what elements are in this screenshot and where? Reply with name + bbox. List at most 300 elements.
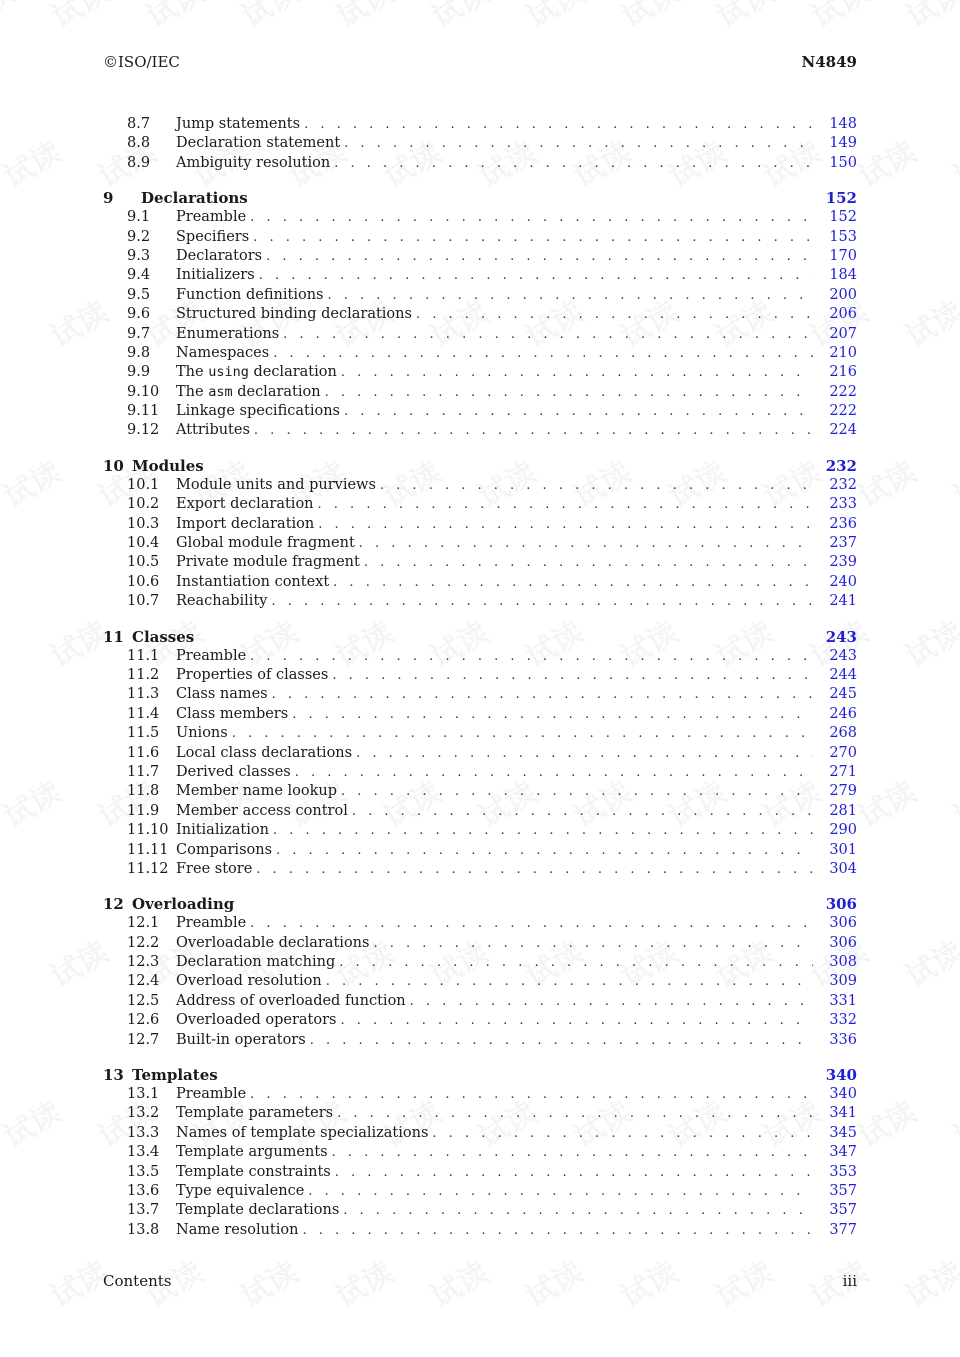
entry-number: 9.10 [127, 383, 160, 400]
entry-number: 8.9 [127, 154, 151, 171]
entry-title [176, 363, 341, 382]
toc-entry[interactable] [103, 841, 857, 860]
entry-title: Unions [176, 725, 228, 742]
entry-page-link[interactable]: 336 [829, 1031, 857, 1048]
entry-title: Built-in operators [176, 1031, 306, 1048]
entry-page-link[interactable]: 347 [829, 1144, 857, 1161]
entry-number: 11.1 [127, 647, 160, 664]
toc-entry[interactable] [103, 266, 857, 285]
dot-leader [344, 402, 813, 421]
toc-entry[interactable] [103, 685, 857, 704]
entry-number: 12.7 [127, 1031, 160, 1048]
entry-number: 9.9 [127, 364, 151, 381]
entry-number: 12.1 [127, 915, 160, 932]
entry-title: Properties of classes [176, 666, 329, 683]
watermark-text [896, 608, 960, 676]
entry-title: Overloadable declarations [176, 934, 370, 951]
entry-title: Class names [176, 686, 268, 703]
document-number: N4849 [801, 53, 857, 71]
watermark-text [897, 0, 960, 36]
entry-number: 11.12 [127, 860, 169, 877]
watermark-text [137, 0, 211, 36]
chapter-page-link[interactable]: 243 [825, 627, 857, 646]
toc-chapter-heading[interactable] [103, 627, 857, 647]
entry-number: 8.7 [127, 116, 151, 132]
entry-title-prefix: The [176, 364, 209, 381]
dot-leader [250, 914, 813, 933]
entry-number: 9.4 [127, 267, 151, 284]
entry-page-link[interactable]: 150 [829, 154, 857, 171]
watermark-text [327, 0, 401, 36]
toc-entry[interactable] [103, 534, 857, 553]
entry-page-link[interactable]: 243 [829, 647, 857, 664]
entry-title: Template arguments [176, 1144, 328, 1161]
entry-title: Names of template specializations [176, 1124, 429, 1141]
dot-leader [332, 666, 813, 685]
entry-number: 9.3 [127, 247, 151, 264]
entry-number: 10.4 [127, 535, 160, 552]
entry-page-link[interactable]: 206 [829, 306, 857, 323]
dot-leader [292, 705, 813, 724]
entry-number: 10.2 [127, 496, 160, 513]
chapter-title: Overloading [132, 895, 235, 914]
watermark-text [802, 0, 876, 36]
entry-title: Local class declarations [176, 744, 353, 761]
entry-title-code: using [208, 364, 249, 381]
dot-leader [352, 802, 813, 821]
watermark-text [517, 0, 591, 36]
entry-title: Derived classes [176, 763, 291, 780]
toc-entry[interactable] [103, 476, 857, 495]
entry-title: Function definitions [176, 286, 324, 303]
dot-leader [271, 592, 813, 611]
entry-number: 11.11 [127, 841, 169, 858]
toc-entry[interactable] [103, 744, 857, 763]
toc-entry[interactable] [103, 724, 857, 743]
toc-entry[interactable] [103, 1163, 857, 1182]
watermark-text [0, 128, 68, 196]
toc-entry[interactable] [103, 573, 857, 592]
dot-leader [328, 286, 814, 305]
entry-page-link[interactable]: 306 [829, 934, 857, 951]
dot-leader [334, 154, 813, 173]
toc-chapter-heading[interactable] [103, 1065, 857, 1085]
dot-leader [304, 115, 813, 134]
entry-number: 11.2 [127, 666, 160, 683]
dot-leader [318, 515, 813, 534]
toc-entry[interactable] [103, 363, 857, 382]
dot-leader [273, 821, 813, 840]
entry-title: Preamble [176, 647, 247, 664]
watermark-text [612, 0, 686, 36]
entry-title: Ambiguity resolution [176, 154, 331, 171]
toc-entry[interactable] [103, 992, 857, 1011]
dot-leader [266, 247, 813, 266]
toc-chapter-heading[interactable] [103, 894, 857, 914]
dot-leader [272, 685, 813, 704]
toc-entry[interactable] [103, 1201, 857, 1220]
entry-title: Instantiation context [176, 573, 330, 590]
entry-page-link[interactable]: 340 [829, 1086, 857, 1103]
entry-page-link[interactable]: 353 [829, 1163, 857, 1180]
chapter-page-link[interactable]: 232 [825, 456, 857, 475]
dot-leader [254, 421, 813, 440]
toc-chapter-heading[interactable] [103, 188, 857, 208]
entry-page-link[interactable]: 240 [829, 573, 857, 590]
entry-page-link[interactable]: 153 [829, 228, 857, 245]
watermark-text [896, 928, 960, 996]
entry-title: Private module fragment [176, 554, 360, 571]
dot-leader [250, 208, 813, 227]
entry-page-link[interactable]: 246 [829, 705, 857, 722]
entry-title: Specifiers [176, 228, 250, 245]
entry-title: Declarators [176, 247, 263, 264]
entry-title: Linkage specifications [176, 403, 340, 420]
entry-title: Template constraints [176, 1163, 331, 1180]
chapter-title: Declarations [141, 189, 248, 208]
dot-leader [380, 476, 813, 495]
toc-entry[interactable] [103, 134, 857, 153]
dot-leader [344, 134, 813, 153]
watermark-text [422, 0, 496, 36]
toc-chapter [103, 456, 857, 612]
entry-page-link[interactable]: 281 [829, 802, 857, 819]
entry-number: 11.8 [127, 783, 160, 800]
dot-leader [259, 266, 813, 285]
toc-chapter [103, 115, 857, 173]
entry-page-link[interactable]: 301 [829, 841, 857, 858]
entry-page-link[interactable]: 270 [829, 744, 857, 761]
entry-number: 13.1 [127, 1086, 160, 1103]
toc-entry[interactable] [103, 1124, 857, 1143]
entry-number: 9.1 [127, 209, 151, 226]
chapter-page-link[interactable]: 306 [825, 895, 857, 914]
chapter-number: 9 [103, 189, 114, 208]
toc-entry[interactable] [103, 934, 857, 953]
entry-title: Reachability [176, 593, 268, 610]
entry-page-link[interactable]: 304 [829, 860, 857, 877]
entry-number: 11.4 [127, 705, 160, 722]
dot-leader [333, 573, 813, 592]
dot-leader [337, 1104, 813, 1123]
entry-title: Declaration statement [176, 135, 341, 152]
toc-entry[interactable] [103, 208, 857, 227]
toc-entry[interactable] [103, 802, 857, 821]
entry-number: 13.8 [127, 1221, 160, 1238]
entry-title: Preamble [176, 915, 247, 932]
entry-title: Class members [176, 705, 289, 722]
dot-leader [253, 228, 813, 247]
watermark-text [849, 128, 923, 196]
entry-title: Declaration matching [176, 954, 336, 971]
entry-page-link[interactable]: 309 [829, 973, 857, 990]
toc-entry[interactable] [103, 247, 857, 266]
entry-page-link[interactable]: 345 [829, 1124, 857, 1141]
dot-leader [341, 782, 813, 801]
entry-title: Overloaded operators [176, 1012, 337, 1029]
entry-title: Export declaration [176, 496, 314, 513]
entry-title: Template parameters [176, 1105, 334, 1122]
entry-number: 9.12 [127, 422, 160, 439]
entry-number: 12.3 [127, 954, 160, 971]
toc-entry[interactable] [103, 592, 857, 611]
entry-title: Namespaces [176, 344, 270, 361]
dot-leader [310, 1031, 813, 1050]
chapter-number: 13 [103, 1066, 124, 1085]
entry-page-link[interactable]: 268 [829, 725, 857, 742]
toc-entry[interactable] [103, 325, 857, 344]
dot-leader [326, 972, 813, 991]
dot-leader [302, 1221, 813, 1240]
watermark-text [944, 128, 960, 196]
toc-entry[interactable] [103, 286, 857, 305]
page-footer [103, 1272, 857, 1290]
entry-page-link[interactable]: 207 [829, 325, 857, 342]
toc-entry[interactable] [103, 1031, 857, 1050]
dot-leader [343, 1201, 813, 1220]
toc-entry[interactable] [103, 553, 857, 572]
toc-entry[interactable] [103, 228, 857, 247]
toc-entry[interactable] [103, 383, 857, 402]
entry-page-link[interactable]: 239 [829, 554, 857, 571]
dot-leader [364, 553, 813, 572]
entry-number: 10.1 [127, 476, 160, 493]
toc-entry[interactable] [103, 860, 857, 879]
entry-page-link[interactable]: 170 [829, 247, 857, 264]
watermark-text [944, 1088, 960, 1156]
toc-entry[interactable] [103, 972, 857, 991]
entry-page-link[interactable]: 308 [829, 954, 857, 971]
entry-page-link[interactable]: 210 [829, 344, 857, 361]
entry-number: 13.4 [127, 1144, 160, 1161]
dot-leader [276, 841, 813, 860]
watermark-text [896, 1248, 960, 1316]
entry-title: Type equivalence [176, 1182, 305, 1199]
dot-leader [356, 744, 813, 763]
entry-number: 10.3 [127, 515, 160, 532]
entry-title: Jump statements [176, 116, 301, 132]
toc-entry[interactable] [103, 782, 857, 801]
toc-entry[interactable] [103, 914, 857, 933]
entry-page-link[interactable]: 279 [829, 783, 857, 800]
toc-entry[interactable] [103, 647, 857, 666]
toc-entry[interactable] [103, 1182, 857, 1201]
toc-entry[interactable] [103, 305, 857, 324]
watermark-text [0, 1088, 68, 1156]
entry-title [176, 383, 325, 402]
toc-entry[interactable] [103, 421, 857, 440]
dot-leader [325, 383, 813, 402]
entry-page-link[interactable]: 236 [829, 515, 857, 532]
entry-page-link[interactable]: 241 [829, 593, 857, 610]
chapter-page-link[interactable]: 152 [825, 189, 857, 208]
entry-title: Member name lookup [176, 783, 338, 800]
entry-title: Attributes [176, 422, 250, 439]
entry-number: 8.8 [127, 135, 151, 152]
entry-title-suffix: declaration [232, 383, 321, 400]
watermark-text [944, 768, 960, 836]
chapter-number: 12 [103, 895, 124, 914]
footer-section-label: Contents [103, 1272, 172, 1290]
watermark-text [42, 0, 116, 36]
entry-title: Preamble [176, 1086, 247, 1103]
entry-title: Structured binding declarations [176, 306, 412, 323]
entry-number: 11.7 [127, 763, 160, 780]
entry-page-link[interactable]: 222 [829, 403, 857, 420]
entry-title: Import declaration [176, 515, 315, 532]
entry-number: 13.7 [127, 1202, 160, 1219]
toc-entry[interactable] [103, 763, 857, 782]
entry-page-link[interactable]: 224 [829, 422, 857, 439]
entry-number: 13.2 [127, 1105, 160, 1122]
toc-entry[interactable] [103, 666, 857, 685]
entry-page-link[interactable]: 332 [829, 1012, 857, 1029]
entry-title: Module units and purviews [176, 476, 376, 493]
entry-title-code: asm [208, 383, 233, 400]
chapter-title: Templates [132, 1066, 218, 1085]
toc-entry[interactable] [103, 953, 857, 972]
toc-entry[interactable] [103, 344, 857, 363]
watermark-text [0, 768, 68, 836]
toc-entry[interactable] [103, 705, 857, 724]
entry-title: Member access control [176, 802, 348, 819]
dot-leader [332, 1143, 813, 1162]
dot-leader [295, 763, 813, 782]
dot-leader [359, 534, 813, 553]
table-of-contents [103, 115, 857, 1255]
chapter-page-link[interactable]: 340 [825, 1066, 857, 1085]
entry-page-link[interactable]: 306 [829, 915, 857, 932]
entry-page-link[interactable]: 341 [829, 1105, 857, 1122]
watermark-text [849, 448, 923, 516]
entry-number: 12.4 [127, 973, 160, 990]
entry-number: 9.5 [127, 286, 151, 303]
entry-page-link[interactable]: 216 [829, 364, 857, 381]
entry-page-link[interactable]: 331 [829, 992, 857, 1009]
entry-page-link[interactable]: 200 [829, 286, 857, 303]
entry-title: Address of overloaded function [176, 992, 406, 1009]
entry-number: 11.9 [127, 802, 160, 819]
watermark-text [707, 0, 781, 36]
entry-page-link[interactable]: 290 [829, 822, 857, 839]
chapter-number: 11 [103, 627, 124, 646]
watermark-text [0, 448, 68, 516]
entry-number: 12.2 [127, 934, 160, 951]
toc-entry[interactable] [103, 515, 857, 534]
footer-page-number: iii [842, 1272, 857, 1290]
toc-chapter [103, 188, 857, 441]
entry-page-link[interactable]: 357 [829, 1202, 857, 1219]
entry-number: 10.7 [127, 593, 160, 610]
entry-number: 11.10 [127, 822, 169, 839]
dot-leader [432, 1124, 813, 1143]
toc-entry[interactable] [103, 1085, 857, 1104]
entry-title-prefix: The [176, 383, 209, 400]
entry-page-link[interactable]: 237 [829, 535, 857, 552]
entry-page-link[interactable]: 245 [829, 686, 857, 703]
entry-page-link[interactable]: 184 [829, 267, 857, 284]
entry-page-link[interactable]: 233 [829, 496, 857, 513]
entry-title: Name resolution [176, 1221, 299, 1238]
entry-page-link[interactable]: 152 [829, 209, 857, 226]
toc-entry[interactable] [103, 821, 857, 840]
dot-leader [339, 953, 813, 972]
entry-page-link[interactable]: 357 [829, 1182, 857, 1199]
entry-title: Initialization [176, 822, 269, 839]
toc-entry[interactable] [103, 1143, 857, 1162]
dot-leader [250, 647, 813, 666]
entry-number: 12.5 [127, 992, 160, 1009]
entry-number: 11.5 [127, 725, 160, 742]
toc-entry[interactable] [103, 1104, 857, 1123]
entry-number: 13.6 [127, 1182, 160, 1199]
entry-title: Overload resolution [176, 973, 322, 990]
entry-number: 11.3 [127, 686, 160, 703]
entry-page-link[interactable]: 271 [829, 763, 857, 780]
copyright-label: ©ISO/IEC [103, 53, 180, 71]
toc-entry[interactable] [103, 154, 857, 173]
entry-number: 13.5 [127, 1163, 160, 1180]
dot-leader [250, 1085, 813, 1104]
dot-leader [273, 344, 813, 363]
toc-entry[interactable] [103, 1221, 857, 1240]
chapter-title: Modules [132, 456, 204, 475]
dot-leader [416, 305, 813, 324]
toc-chapter [103, 1065, 857, 1240]
entry-number: 9.7 [127, 325, 151, 342]
toc-chapter-heading[interactable] [103, 456, 857, 476]
watermark-text [896, 288, 960, 356]
dot-leader [318, 495, 813, 514]
dot-leader [340, 1011, 813, 1030]
entry-title: Global module fragment [176, 535, 355, 552]
watermark-text [944, 448, 960, 516]
toc-entry[interactable] [103, 402, 857, 421]
page-header [103, 53, 857, 71]
dot-leader [341, 363, 813, 382]
entry-page-link[interactable]: 244 [829, 666, 857, 683]
entry-number: 9.6 [127, 306, 151, 323]
dot-leader [283, 325, 813, 344]
dot-leader [256, 860, 813, 879]
entry-page-link[interactable]: 149 [829, 135, 857, 152]
entry-title: Template declarations [176, 1202, 340, 1219]
toc-entry[interactable] [103, 1011, 857, 1030]
entry-number: 9.2 [127, 228, 151, 245]
dot-leader [308, 1182, 813, 1201]
chapter-number: 10 [103, 456, 124, 475]
entry-number: 10.5 [127, 554, 160, 571]
toc-chapter [103, 894, 857, 1050]
entry-page-link[interactable]: 148 [829, 116, 857, 132]
entry-page-link[interactable]: 232 [829, 476, 857, 493]
entry-title: Initializers [176, 267, 255, 284]
entry-number: 9.8 [127, 344, 151, 361]
entry-number: 11.6 [127, 744, 160, 761]
dot-leader [410, 992, 813, 1011]
watermark-text [849, 768, 923, 836]
watermark-text [849, 1088, 923, 1156]
toc-chapter [103, 627, 857, 880]
toc-entry[interactable] [103, 495, 857, 514]
entry-title: Comparisons [176, 841, 273, 858]
toc-entry[interactable] [103, 115, 857, 134]
entry-page-link[interactable]: 222 [829, 383, 857, 400]
entry-title: Free store [176, 860, 253, 877]
entry-number: 9.11 [127, 403, 160, 420]
entry-page-link[interactable]: 377 [829, 1221, 857, 1238]
entry-title: Preamble [176, 209, 247, 226]
